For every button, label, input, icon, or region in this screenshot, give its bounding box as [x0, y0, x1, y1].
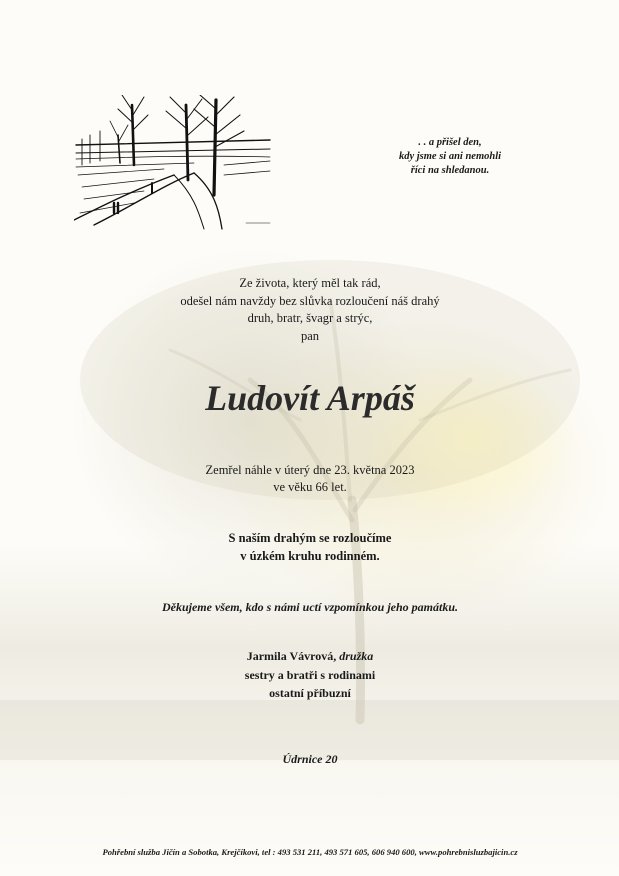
death-notice	[150, 462, 470, 496]
death-age-line: ve věku 66 let.	[273, 480, 347, 494]
partner-name: Jarmila Vávrová,	[246, 649, 337, 663]
mourner-partner	[150, 647, 470, 666]
quote-line-1: . . a přišel den,	[418, 137, 482, 148]
intro-line-2: odešel nám navždy bez slůvka rozloučení náš drahý	[180, 293, 440, 308]
address: Údrnice 20	[282, 752, 338, 766]
landscape-sketch-illustration	[74, 95, 280, 230]
farewell-line-2: v úzkém kruhu rodinném.	[240, 548, 380, 563]
farewell-notice	[150, 530, 470, 565]
partner-relation: družka	[339, 649, 374, 663]
intro-line-4: pan	[300, 328, 320, 343]
quote-line-3: říci na shledanou.	[410, 165, 490, 176]
funeral-service-footer: Pohřební služba Jičín a Sobotka, Krejčíkovi, tel : 493 531 211, 493 571 605, 606 940 600, www.pohrebnisluzbajicin.cz	[102, 847, 518, 857]
intro-line-1: Ze života, který měl tak rád,	[239, 276, 381, 290]
intro-text	[150, 275, 470, 345]
death-date-line: Zemřel náhle v úterý dne 23. května 2023	[205, 463, 415, 477]
farewell-line-1: S naším drahým se rozloučíme	[228, 531, 392, 545]
thanks-text: Děkujeme všem, kdo s námi uctí vzpomínkou jeho památku.	[161, 600, 458, 614]
intro-line-3: druh, bratr, švagr a strýc,	[247, 311, 373, 325]
memorial-quote	[380, 136, 520, 178]
mourner-siblings: sestry a bratři s rodinami	[244, 667, 376, 682]
quote-line-2: kdy jsme si ani nemohli	[398, 151, 502, 162]
mourner-relatives: ostatní příbuzní	[269, 686, 351, 700]
mourners-list	[150, 647, 470, 703]
deceased-name: Ludovít Arpáš	[205, 378, 415, 418]
